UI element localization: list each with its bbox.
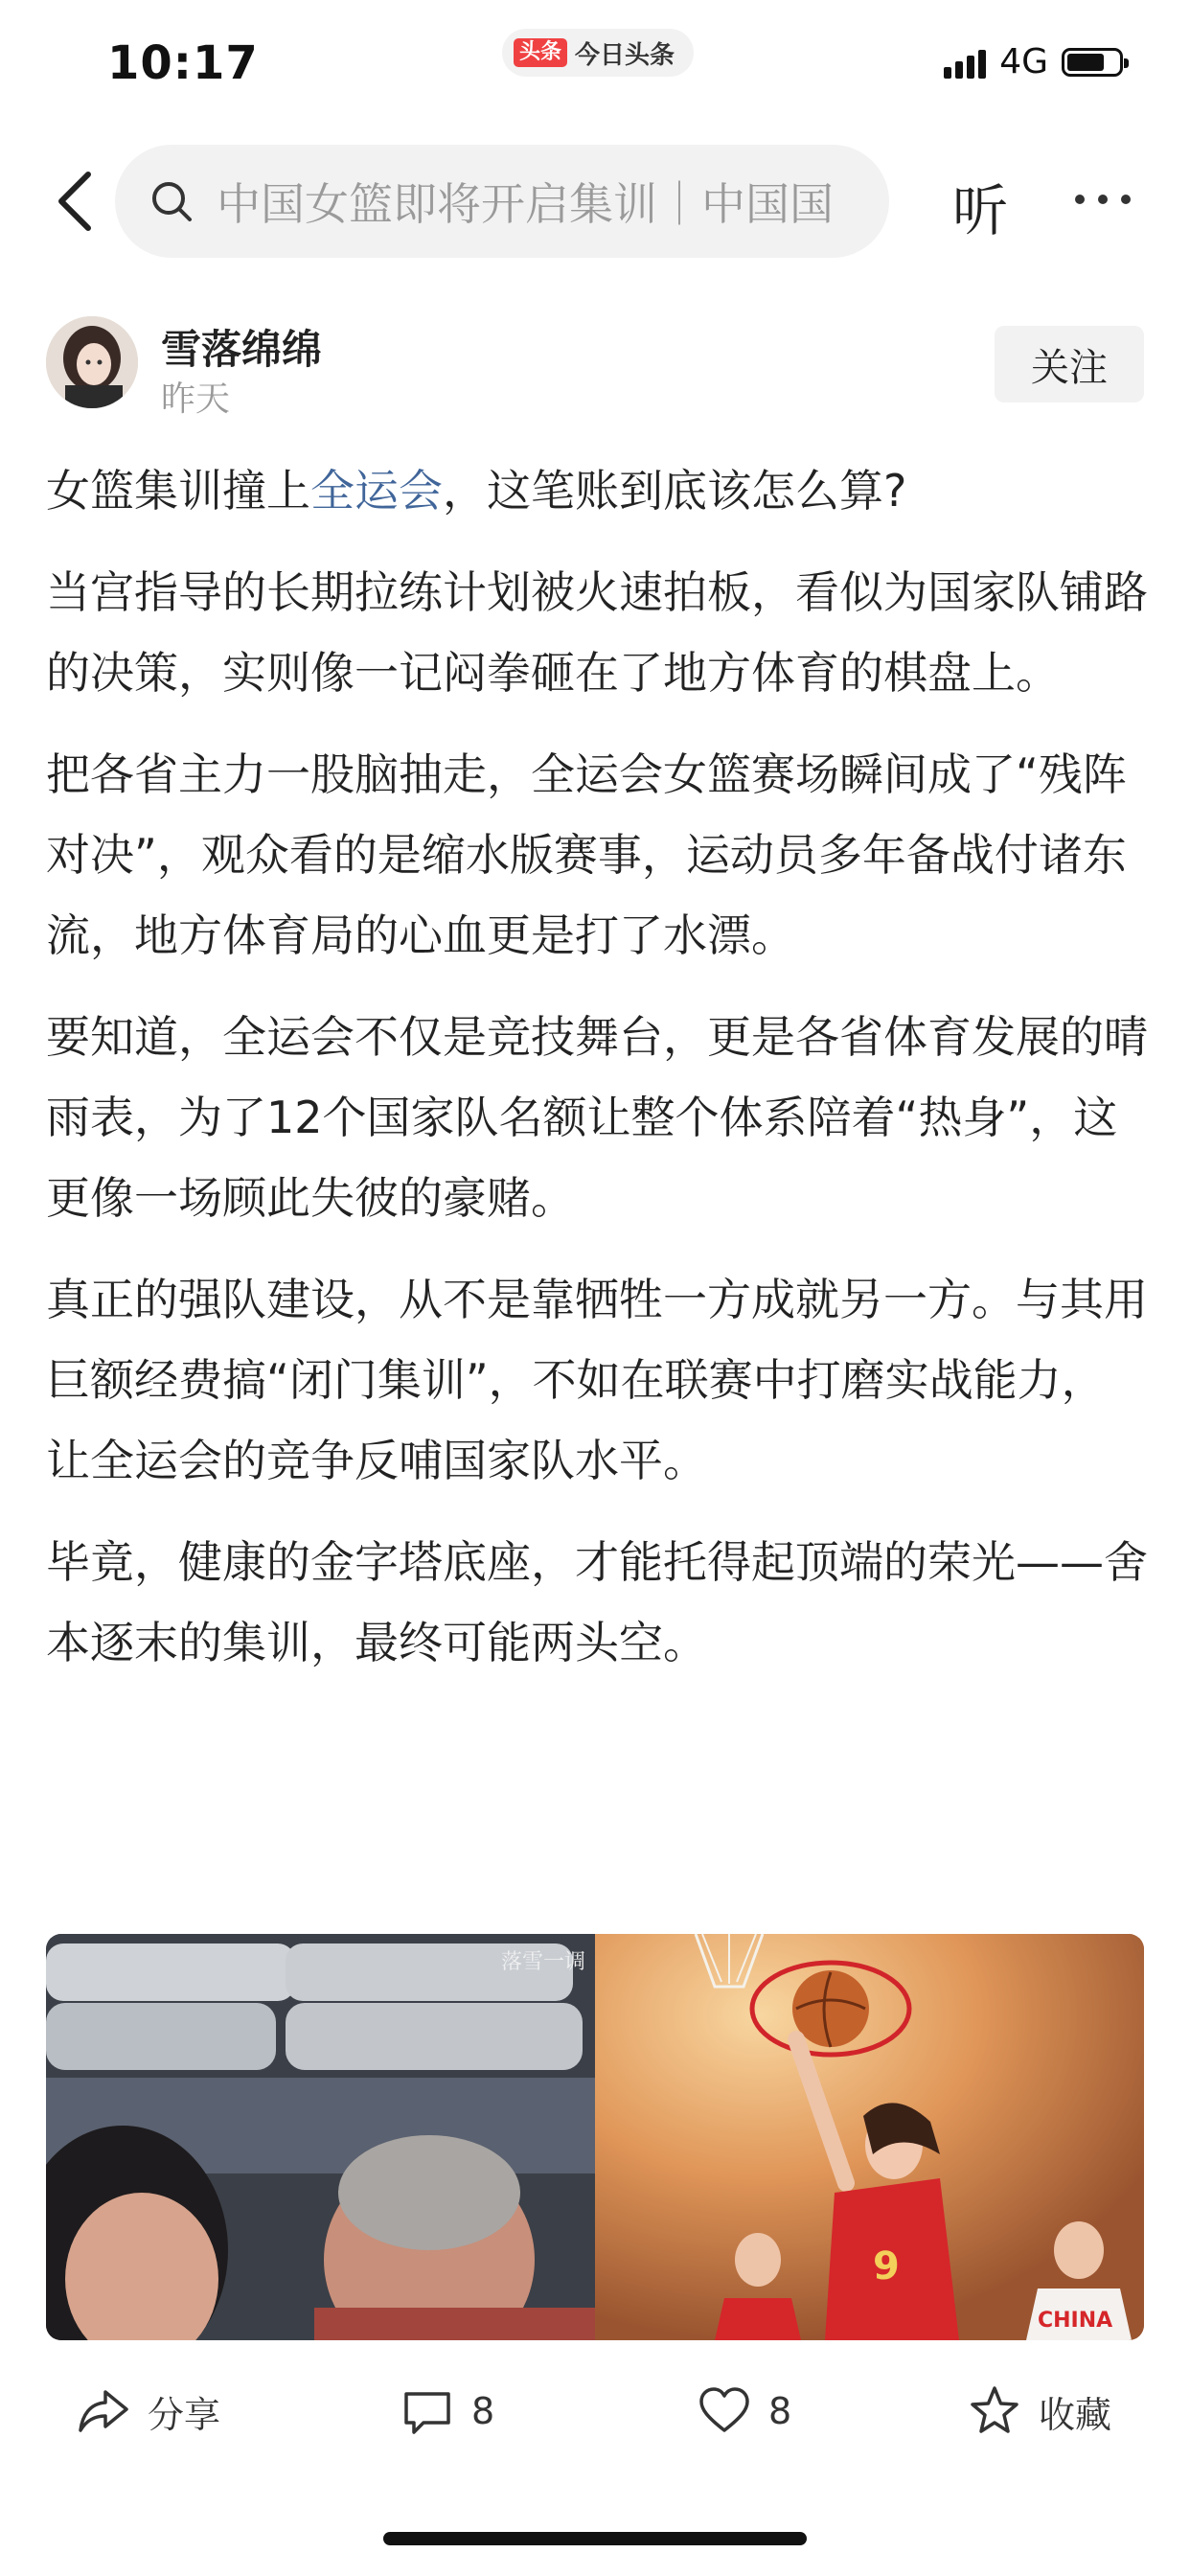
title-text: ，这笔账到底该怎么算? (443, 465, 907, 517)
favorite-label: 收藏 (1039, 2393, 1112, 2436)
avatar-image (46, 316, 138, 408)
article-body (46, 450, 1148, 1704)
star-icon (968, 2384, 1021, 2438)
comment-button[interactable] (400, 2384, 494, 2438)
heart-icon (698, 2384, 751, 2438)
dot-icon (1098, 195, 1108, 204)
image-watermark: 落雪一调 (501, 1950, 586, 1974)
search-query: 中国女篮即将开启集训｜中国国 (217, 178, 834, 230)
app-name: 今日头条 (575, 40, 675, 70)
jersey-number: 9 (873, 2244, 900, 2288)
author-row (46, 316, 1144, 422)
source-app-pill[interactable] (502, 29, 694, 77)
comment-count: 8 (471, 2390, 495, 2432)
app-badge: 头条 (514, 38, 567, 67)
share-button[interactable] (77, 2384, 220, 2438)
photo-basketball-player (595, 1934, 1144, 2340)
photo-coach-scene (46, 1934, 595, 2340)
status-time: 10:17 (107, 36, 259, 90)
back-button[interactable] (46, 168, 103, 235)
nav-bar (0, 139, 1190, 264)
article-paragraph: 要知道，全运会不仅是竞技舞台，更是各省体育发展的晴雨表，为了12个国家队名额让整个体系陪着“热身”，这更像一场顾此失彼的豪赌。 (46, 1011, 1148, 1224)
jersey-text: CHINA (1038, 2309, 1113, 2333)
topic-link[interactable]: 全运会 (310, 465, 443, 517)
article-title (46, 450, 1148, 531)
search-icon (149, 179, 194, 223)
signal-icon (944, 46, 986, 79)
article-paragraph: 把各省主力一股脑抽走，全运会女篮赛场瞬间成了“残阵对决”，观众看的是缩水版赛事，运动员多年备战付诸东流，地方体育局的心血更是打了水漂。 (46, 748, 1127, 961)
article-paragraph: 当宫指导的长期拉练计划被火速拍板，看似为国家队铺路的决策，实则像一记闷拳砸在了地方体育的棋盘上。 (46, 566, 1148, 699)
action-bar (0, 2365, 1190, 2461)
article-images (46, 1934, 1144, 2340)
post-time: 昨天 (161, 380, 231, 419)
battery-icon (1062, 48, 1123, 77)
like-button[interactable] (698, 2384, 791, 2438)
status-indicators (944, 42, 1123, 81)
chevron-left-icon (56, 171, 94, 232)
share-label: 分享 (148, 2393, 221, 2436)
share-icon (77, 2384, 130, 2438)
network-label: 4G (999, 42, 1048, 81)
favorite-button[interactable] (968, 2384, 1111, 2438)
dot-icon (1075, 195, 1085, 204)
search-input[interactable] (115, 145, 889, 258)
title-text: 女篮集训撞上 (46, 465, 310, 517)
avatar[interactable] (46, 316, 138, 408)
comment-icon (400, 2384, 454, 2438)
home-indicator[interactable] (383, 2532, 807, 2545)
author-name[interactable]: 雪落绵绵 (161, 326, 323, 373)
follow-button[interactable]: 关注 (995, 326, 1144, 402)
article-image-left[interactable] (46, 1934, 595, 2340)
article-paragraph: 真正的强队建设，从不是靠牺牲一方成就另一方。与其用巨额经费搞“闭门集训”，不如在联赛中打磨实战能力，让全运会的竞争反哺国家队水平。 (46, 1274, 1148, 1486)
article-paragraph: 毕竟，健康的金字塔底座，才能托得起顶端的荣光——舍本逐末的集训，最终可能两头空。 (46, 1536, 1148, 1668)
like-count: 8 (768, 2390, 792, 2432)
article-image-right[interactable] (595, 1934, 1144, 2340)
status-bar (0, 0, 1190, 134)
more-options-button[interactable] (1075, 195, 1131, 204)
dot-icon (1121, 195, 1131, 204)
listen-button[interactable]: 听 (952, 178, 1009, 243)
